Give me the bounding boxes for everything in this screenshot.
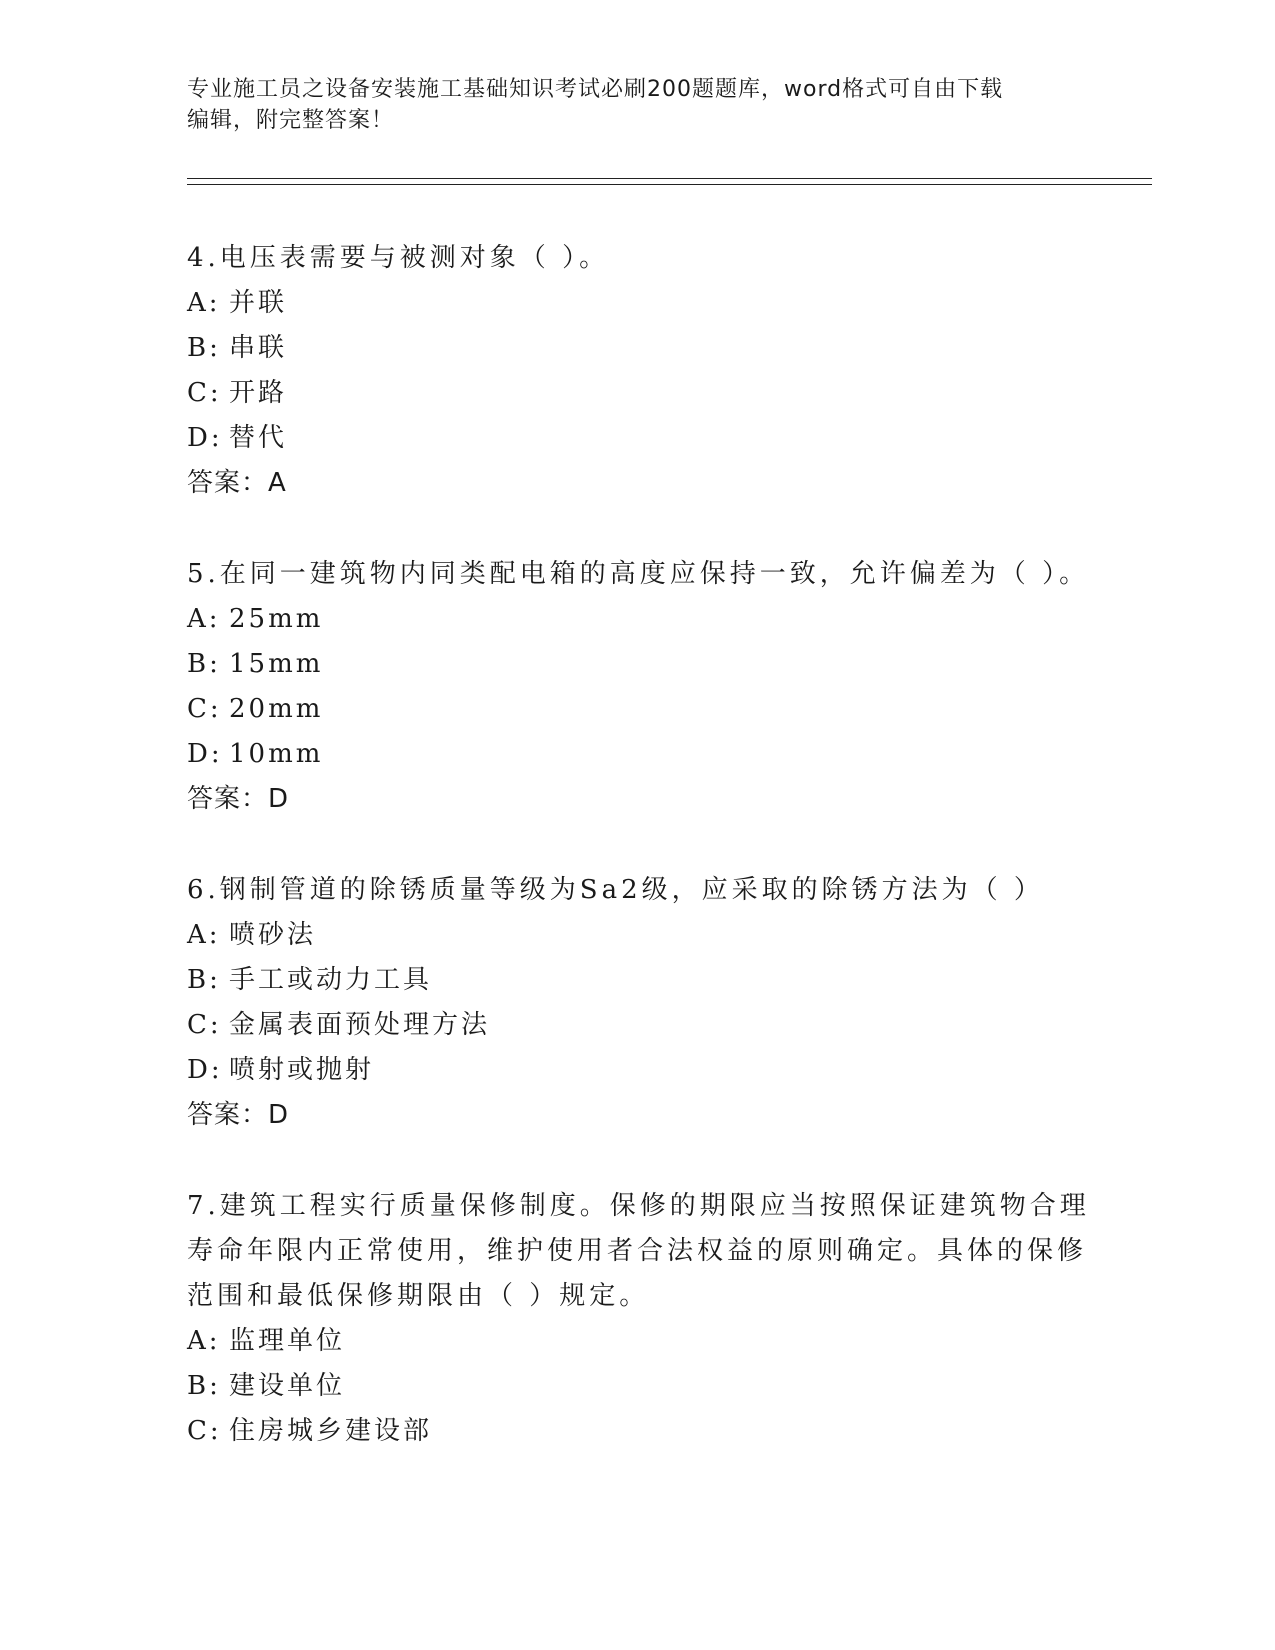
option-text: 15mm	[229, 649, 324, 679]
option-text: 建设单位	[229, 1371, 346, 1401]
option-letter: D:	[187, 423, 223, 453]
question-7	[187, 1184, 1107, 1454]
option-a	[187, 597, 1107, 642]
option-c	[187, 1003, 1107, 1048]
option-d	[187, 416, 1107, 461]
option-letter: C:	[187, 1416, 222, 1446]
answer-line: 答案：A	[187, 468, 287, 498]
option-letter: C:	[187, 1010, 222, 1040]
option-a	[187, 1319, 1107, 1364]
option-d	[187, 732, 1107, 777]
document-header	[187, 74, 1087, 136]
question-5	[187, 552, 1107, 822]
header-title-line-1: 专业施工员之设备安装施工基础知识考试必刷200题题库，word格式可自由下载	[187, 77, 1004, 102]
option-letter: B:	[187, 1371, 221, 1401]
option-c	[187, 371, 1107, 416]
option-text: 监理单位	[229, 1326, 346, 1356]
option-letter: A:	[187, 288, 221, 318]
option-a	[187, 281, 1107, 326]
option-b	[187, 326, 1107, 371]
question-6	[187, 868, 1107, 1138]
option-letter: D:	[187, 1055, 223, 1085]
option-c	[187, 687, 1107, 732]
option-letter: A:	[187, 1326, 221, 1356]
option-a	[187, 913, 1107, 958]
option-letter: B:	[187, 333, 221, 363]
option-letter: C:	[187, 694, 222, 724]
option-text: 并联	[229, 288, 288, 318]
option-d	[187, 1048, 1107, 1093]
option-letter: B:	[187, 965, 221, 995]
option-c	[187, 1409, 1107, 1454]
question-stem: 5.在同一建筑物内同类配电箱的高度应保持一致，允许偏差为（ ）。	[187, 559, 1090, 589]
option-text: 替代	[229, 423, 288, 453]
option-b	[187, 642, 1107, 687]
question-list	[187, 236, 1107, 1500]
option-letter: A:	[187, 920, 221, 950]
option-text: 喷砂法	[229, 920, 317, 950]
option-text: 手工或动力工具	[229, 965, 433, 995]
option-letter: B:	[187, 649, 221, 679]
option-text: 喷射或抛射	[229, 1055, 375, 1085]
question-4	[187, 236, 1107, 506]
option-text: 住房城乡建设部	[229, 1416, 433, 1446]
option-text: 10mm	[229, 739, 324, 769]
option-text: 25mm	[229, 604, 324, 634]
option-letter: D:	[187, 739, 223, 769]
option-b	[187, 1364, 1107, 1409]
option-letter: A:	[187, 604, 221, 634]
option-letter: C:	[187, 378, 222, 408]
option-text: 开路	[229, 378, 288, 408]
answer-line: 答案：D	[187, 1100, 290, 1130]
header-divider-top	[187, 178, 1152, 179]
option-text: 20mm	[229, 694, 324, 724]
question-stem: 7.建筑工程实行质量保修制度。保修的期限应当按照保证建筑物合理寿命年限内正常使用，维护使用者合法权益的原则确定。具体的保修范围和最低保修期限由（ ）规定。	[187, 1191, 1090, 1311]
question-stem: 4.电压表需要与被测对象（ ）。	[187, 243, 610, 273]
option-text: 串联	[229, 333, 288, 363]
option-text: 金属表面预处理方法	[229, 1010, 491, 1040]
header-divider-bottom	[187, 184, 1152, 185]
question-stem: 6.钢制管道的除锈质量等级为Sa2级，应采取的除锈方法为（ ）	[187, 875, 1044, 905]
answer-line: 答案：D	[187, 784, 290, 814]
header-title-line-2: 编辑，附完整答案！	[187, 108, 395, 133]
option-b	[187, 958, 1107, 1003]
